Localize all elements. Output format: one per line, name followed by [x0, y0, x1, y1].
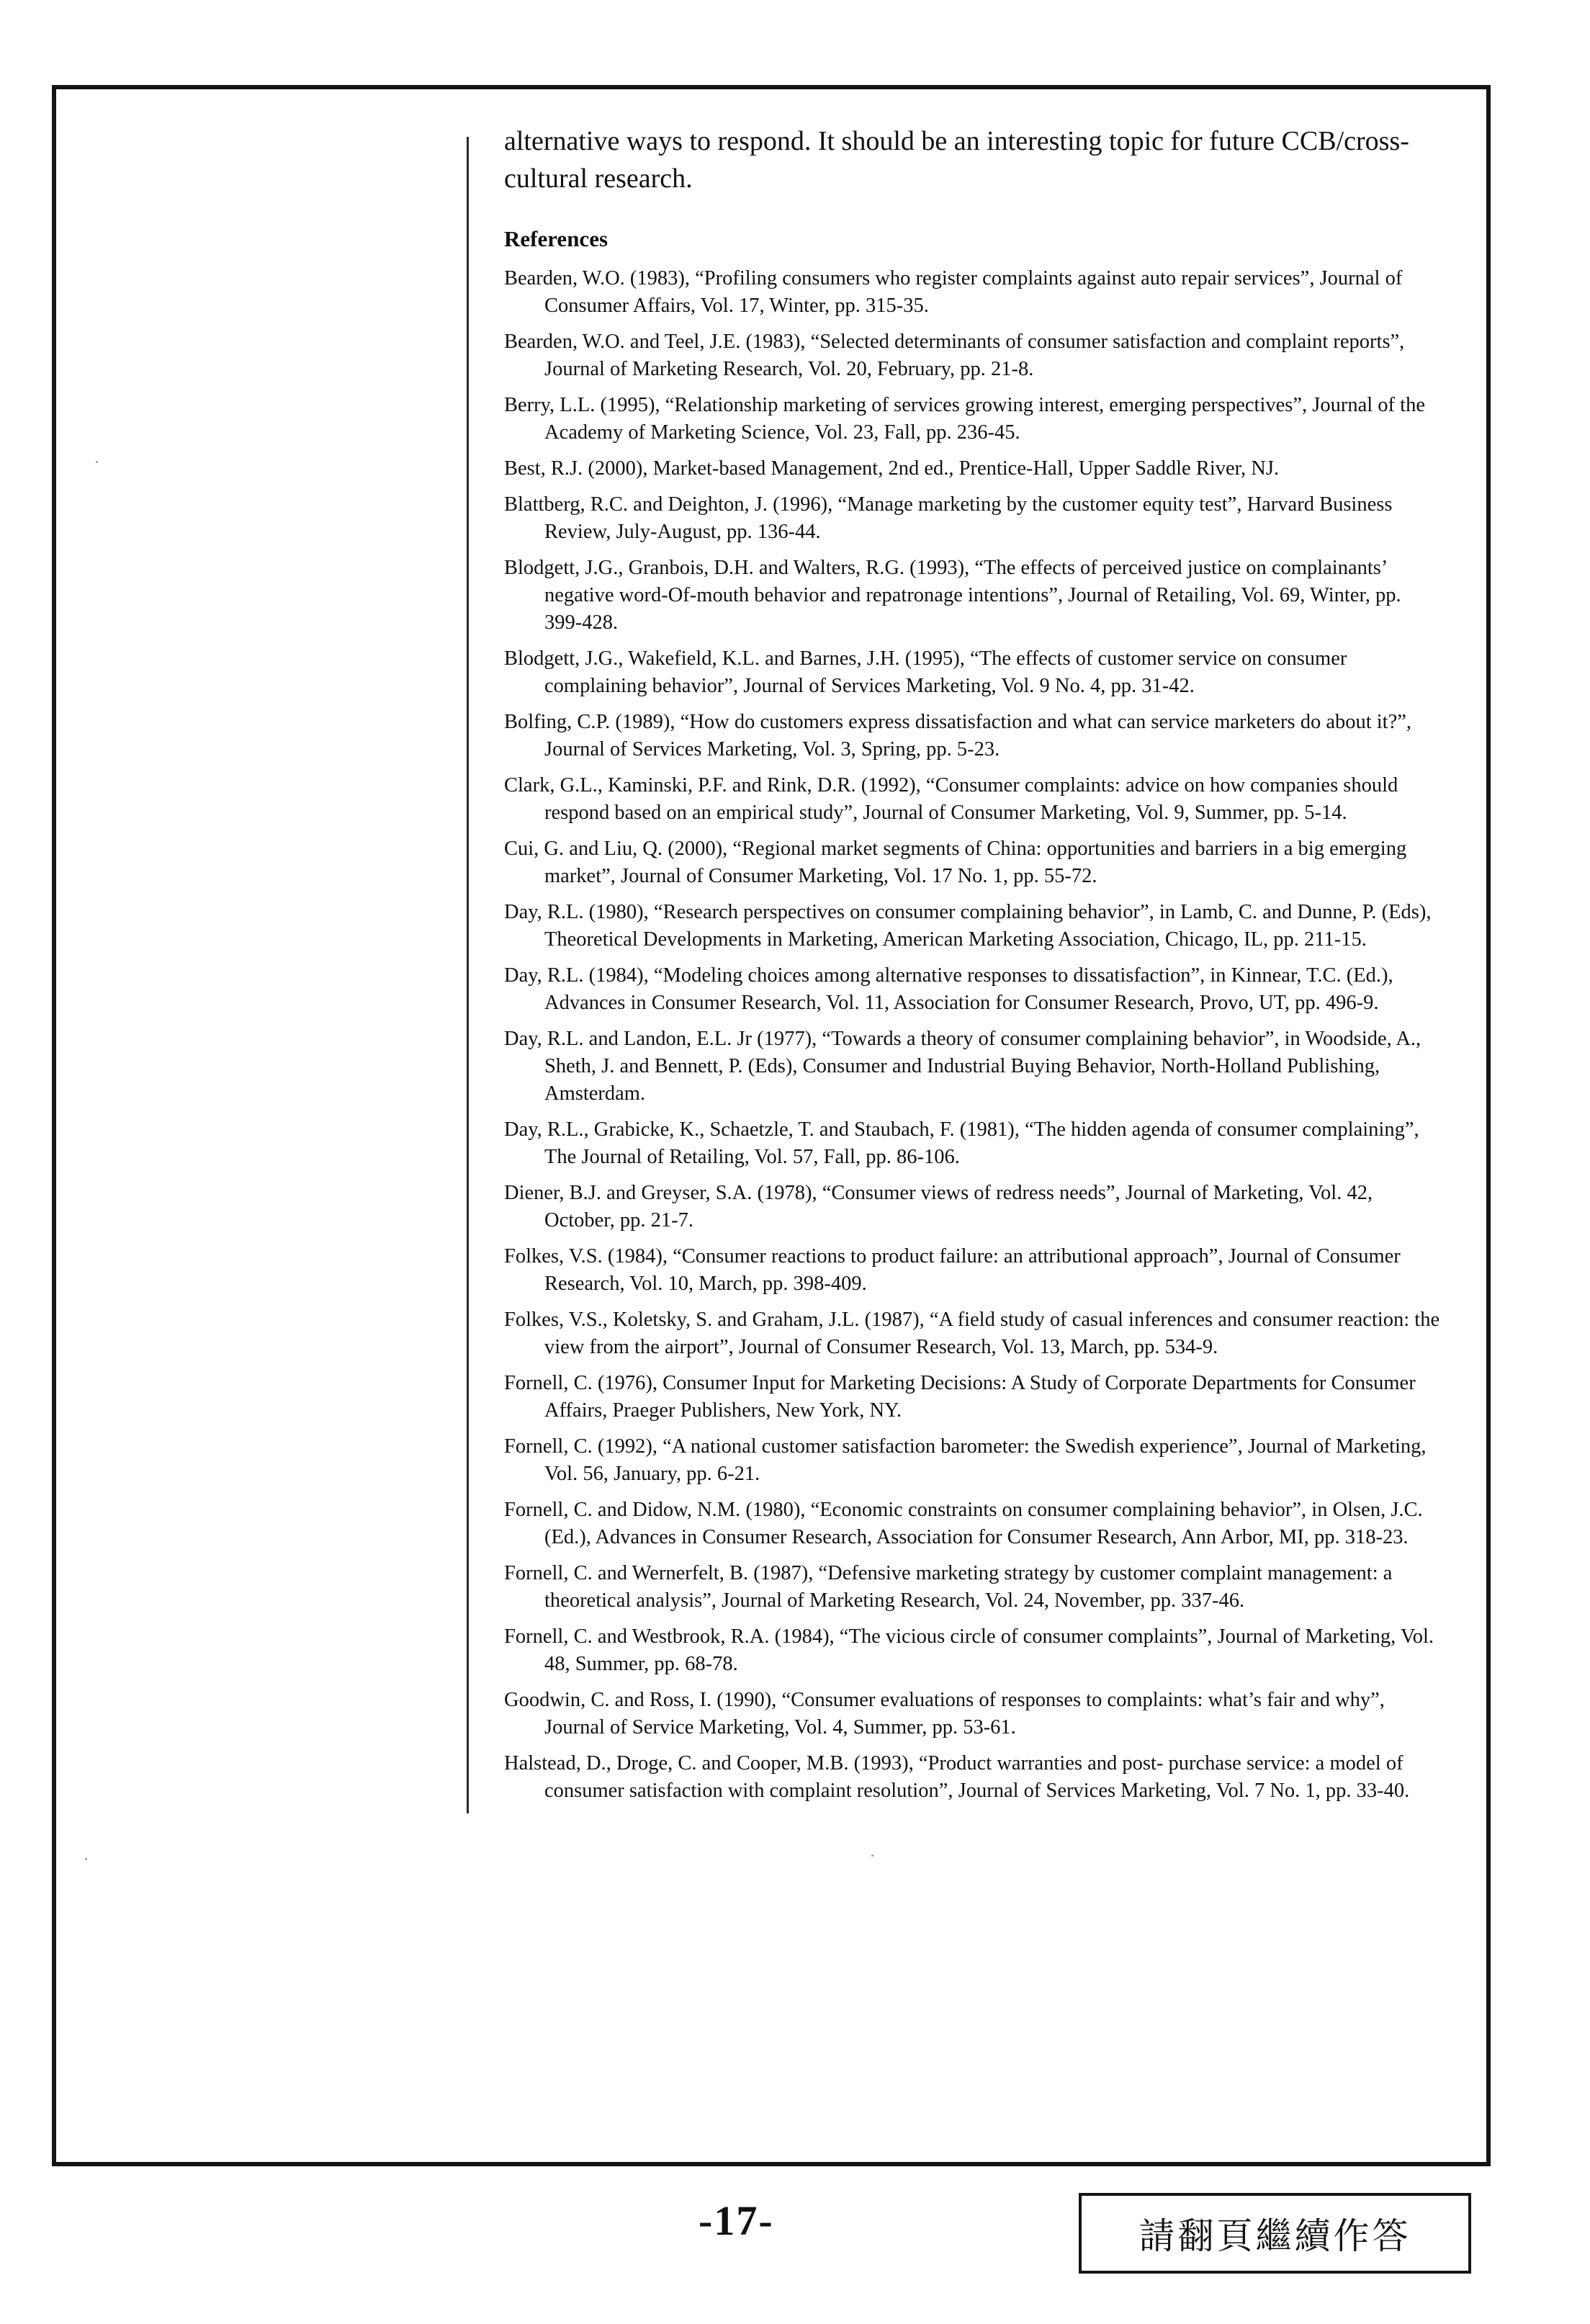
scan-speck [96, 461, 98, 463]
reference-item: Day, R.L. and Landon, E.L. Jr (1977), “Towards a theory of consumer complaining behavior”, in Woodside, A., Sheth, J. and Bennett, P. (Eds), Consumer and Industrial Buying Behavior, North-Holland Publishing, Amsterdam. [504, 1028, 1421, 1105]
margin-rule [467, 137, 469, 1813]
reference-item: Bearden, W.O. and Teel, J.E. (1983), “Selected determinants of consumer satisfaction and complaint reports”, Journal of Marketing Research, Vol. 20, February, pp. 21-8. [504, 331, 1405, 380]
reference-item: Day, R.L. (1980), “Research perspectives on consumer complaining behavior”, in Lamb, C. and Dunne, P. (Eds), Theoretical Developments in Marketing, American Marketing Association, Chicago, IL, pp. 211-15. [504, 901, 1432, 951]
reference-item: Blodgett, J.G., Wakefield, K.L. and Barnes, J.H. (1995), “The effects of customer service on consumer complaining behavior”, Journal of Services Marketing, Vol. 9 No. 4, pp. 31-42. [504, 647, 1347, 697]
reference-item: Folkes, V.S., Koletsky, S. and Graham, J.L. (1987), “A field study of casual inferences and consumer reaction: the view from the airport”, Journal of Consumer Research, Vol. 13, March, pp. 534-9. [504, 1309, 1440, 1358]
continue-answer-box: 請翻頁繼續作答 [1079, 2193, 1471, 2274]
scan-speck [871, 1854, 873, 1857]
reference-item: Fornell, C. and Didow, N.M. (1980), “Economic constraints on consumer complaining behavior”, in Olsen, J.C. (Ed.), Advances in Consumer Research, Association for Consumer Research, Ann Arbor, MI, pp. 318-23. [504, 1499, 1423, 1548]
reference-item: Day, R.L. (1984), “Modeling choices among alternative responses to dissatisfaction”, in Kinnear, T.C. (Ed.), Advances in Consumer Research, Vol. 11, Association for Consumer Research, Provo, UT, pp. 496-9. [504, 964, 1393, 1014]
reference-item: Bolfing, C.P. (1989), “How do customers express dissatisfaction and what can service marketers do about it?”, Journal of Services Marketing, Vol. 3, Spring, pp. 5-23. [504, 711, 1412, 761]
reference-item: Day, R.L., Grabicke, K., Schaetzle, T. and Staubach, F. (1981), “The hidden agenda of consumer complaining”, The Journal of Retailing, Vol. 57, Fall, pp. 86-106. [504, 1118, 1419, 1168]
reference-item: Folkes, V.S. (1984), “Consumer reactions to product failure: an attributional approach”, Journal of Consumer Research, Vol. 10, March, pp. 398-409. [504, 1245, 1401, 1295]
reference-item: Fornell, C. and Westbrook, R.A. (1984), “The vicious circle of consumer complaints”, Journal of Marketing, Vol. 48, Summer, pp. 68-78. [504, 1625, 1434, 1675]
intro-paragraph: alternative ways to respond. It should be an interesting topic for future CCB/cross-cultural research. [504, 126, 1409, 194]
reference-item: Blattberg, R.C. and Deighton, J. (1996), “Manage marketing by the customer equity test”, Harvard Business Review, July-August, pp. 136-44. [504, 493, 1393, 543]
reference-item: Best, R.J. (2000), Market-based Management, 2nd ed., Prentice-Hall, Upper Saddle River, NJ. [504, 457, 1280, 480]
reference-item: Berry, L.L. (1995), “Relationship marketing of services growing interest, emerging perspectives”, Journal of the Academy of Marketing Science, Vol. 23, Fall, pp. 236-45. [504, 394, 1425, 444]
page-content [504, 122, 1440, 1813]
reference-item: Fornell, C. (1976), Consumer Input for Marketing Decisions: A Study of Corporate Departments for Consumer Affairs, Praeger Publishers, New York, NY. [504, 1372, 1416, 1422]
reference-list [504, 265, 1440, 1805]
reference-item: Fornell, C. and Wernerfelt, B. (1987), “Defensive marketing strategy by customer complaint management: a theoretical analysis”, Journal of Marketing Research, Vol. 24, November, pp. 337-46. [504, 1562, 1393, 1612]
page-number: -17- [699, 2197, 774, 2244]
reference-item: Halstead, D., Droge, C. and Cooper, M.B. (1993), “Product warranties and post- purchase service: a model of consumer satisfaction with complaint resolution”, Journal of Services Marketing, Vol. 7 No. 1, pp. 33-40. [504, 1752, 1410, 1802]
reference-item: Blodgett, J.G., Granbois, D.H. and Walters, R.G. (1993), “The effects of perceived justice on complainants’ negative word-Of-mouth behavior and repatronage intentions”, Journal of Retailing, Vol. 69, Winter, pp. 399-428. [504, 557, 1401, 634]
reference-item: Bearden, W.O. (1983), “Profiling consumers who register complaints against auto repair services”, Journal of Consumer Affairs, Vol. 17, Winter, pp. 315-35. [504, 267, 1403, 317]
references-heading: References [504, 226, 608, 251]
reference-item: Diener, B.J. and Greyser, S.A. (1978), “Consumer views of redress needs”, Journal of Marketing, Vol. 42, October, pp. 21-7. [504, 1182, 1373, 1231]
reference-item: Clark, G.L., Kaminski, P.F. and Rink, D.R. (1992), “Consumer complaints: advice on how companies should respond based on an empirical study”, Journal of Consumer Marketing, Vol. 9, Summer, pp. 5-14. [504, 774, 1398, 824]
reference-item: Fornell, C. (1992), “A national customer satisfaction barometer: the Swedish experience”, Journal of Marketing, Vol. 56, January, pp. 6-21. [504, 1435, 1427, 1485]
reference-item: Cui, G. and Liu, Q. (2000), “Regional market segments of China: opportunities and barriers in a big emerging market”, Journal of Consumer Marketing, Vol. 17 No. 1, pp. 55-72. [504, 838, 1407, 887]
reference-item: Goodwin, C. and Ross, I. (1990), “Consumer evaluations of responses to complaints: what’s fair and why”, Journal of Service Marketing, Vol. 4, Summer, pp. 53-61. [504, 1689, 1385, 1738]
scan-speck [85, 1858, 87, 1860]
